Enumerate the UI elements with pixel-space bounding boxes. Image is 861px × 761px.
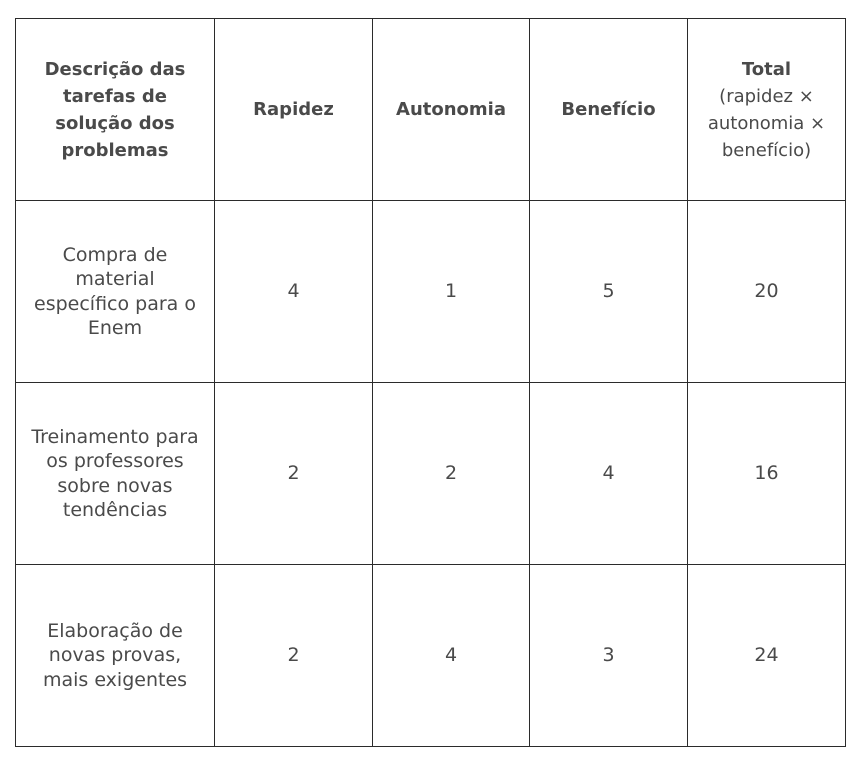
table-row <box>16 201 846 383</box>
header-beneficio: Benefício <box>530 19 688 201</box>
row-total: 24 <box>688 565 846 747</box>
row-rapidez: 2 <box>215 383 373 565</box>
row-description: Treinamento para os professores sobre novas tendências <box>16 383 215 565</box>
row-description: Compra de material específico para o Enem <box>16 201 215 383</box>
table-row <box>16 383 846 565</box>
header-description: Descrição das tarefas de solução dos problemas <box>16 19 215 201</box>
row-beneficio: 5 <box>530 201 688 383</box>
header-total <box>688 19 846 201</box>
row-rapidez: 2 <box>215 565 373 747</box>
row-rapidez: 4 <box>215 201 373 383</box>
header-rapidez: Rapidez <box>215 19 373 201</box>
row-total: 16 <box>688 383 846 565</box>
row-autonomia: 1 <box>373 201 530 383</box>
row-total: 20 <box>688 201 846 383</box>
row-beneficio: 4 <box>530 383 688 565</box>
header-row <box>16 19 846 201</box>
header-total-formula: (rapidez × autonomia × benefício) <box>707 85 826 161</box>
table-container <box>15 18 846 747</box>
header-total-title: Total <box>741 58 792 80</box>
task-priority-table <box>15 18 846 747</box>
row-autonomia: 4 <box>373 565 530 747</box>
row-description: Elaboração de novas provas, mais exigentes <box>16 565 215 747</box>
header-autonomia: Autonomia <box>373 19 530 201</box>
row-autonomia: 2 <box>373 383 530 565</box>
table-row <box>16 565 846 747</box>
row-beneficio: 3 <box>530 565 688 747</box>
